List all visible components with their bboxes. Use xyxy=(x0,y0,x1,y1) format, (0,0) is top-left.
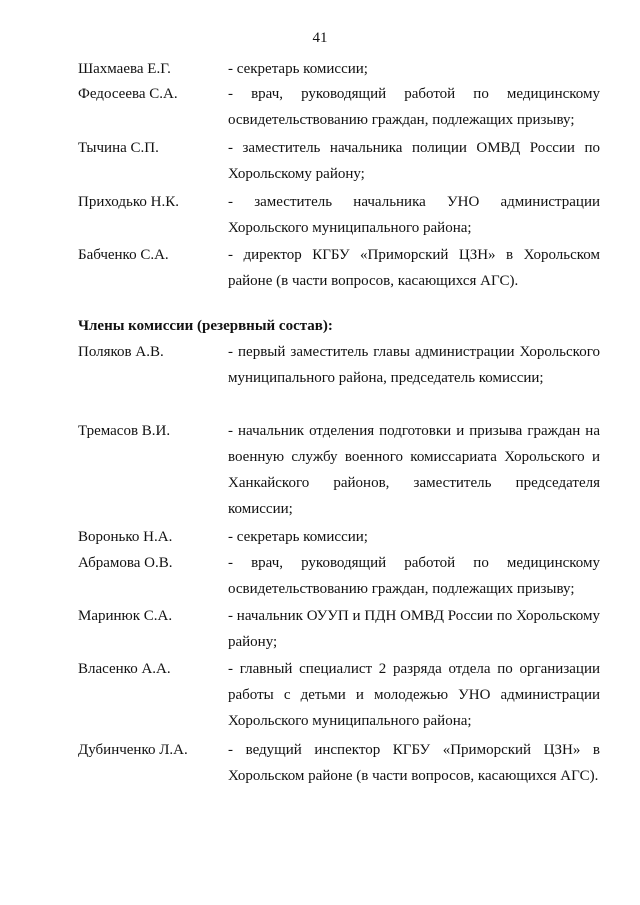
member-name: Дубинченко Л.А. xyxy=(78,742,188,758)
member-role: - врач, руководящий работой по медицинскому освидетельствованию граждан, подлежащих призыву; xyxy=(228,86,600,128)
commission-main-list xyxy=(78,56,600,296)
member-entry xyxy=(78,135,600,189)
member-name: Шахмаева Е.Г. xyxy=(78,61,171,77)
member-entry xyxy=(78,550,600,603)
member-name: Абрамова О.В. xyxy=(78,555,173,571)
member-entry xyxy=(78,81,600,135)
member-entry xyxy=(78,656,600,737)
member-entry xyxy=(78,524,600,550)
member-name: Поляков А.В. xyxy=(78,344,164,360)
member-role: - главный специалист 2 разряда отдела по организации работы с детьми и молодежью УНО администрации Хорольского муниципального района; xyxy=(228,661,600,729)
member-entry xyxy=(78,339,600,418)
member-role: - первый заместитель главы администрации Хорольского муниципального района, председатель комиссии; xyxy=(228,344,600,386)
member-name: Приходько Н.К. xyxy=(78,194,179,210)
member-role: - начальник отделения подготовки и призыва граждан на военную службу военного комиссариата Хорольского и Ханкайского районов, заместитель председателя комиссии; xyxy=(228,423,600,517)
member-role: - начальник ОУУП и ПДН ОМВД России по Хорольскому району; xyxy=(228,608,600,650)
member-role: - заместитель начальника УНО администрации Хорольского муниципального района; xyxy=(228,194,600,236)
member-entry xyxy=(78,418,600,524)
section-heading-reserve: Члены комиссии (резервный состав): xyxy=(78,318,333,334)
member-name: Бабченко С.А. xyxy=(78,247,169,263)
commission-reserve-list xyxy=(78,339,600,817)
member-name: Маринюк С.А. xyxy=(78,608,173,624)
member-role: - врач, руководящий работой по медицинскому освидетельствованию граждан, подлежащих призыву; xyxy=(228,555,600,597)
member-entry xyxy=(78,242,600,296)
member-name: Тычина С.П. xyxy=(78,140,159,156)
page-number: 41 xyxy=(312,30,328,46)
member-entry xyxy=(78,603,600,656)
member-entry xyxy=(78,56,600,81)
member-role: - ведущий инспектор КГБУ «Приморский ЦЗН» в Хорольском районе (в части вопросов, касающихся АГС). xyxy=(228,742,600,784)
member-name: Власенко А.А. xyxy=(78,661,171,677)
member-name: Воронько Н.А. xyxy=(78,529,173,545)
member-role: - секретарь комиссии; xyxy=(228,61,368,77)
member-role: - директор КГБУ «Приморский ЦЗН» в Хорольском районе (в части вопросов, касающихся АГС). xyxy=(228,247,600,289)
member-entry xyxy=(78,189,600,242)
member-entry xyxy=(78,737,600,817)
member-name: Федосеева С.А. xyxy=(78,86,178,102)
member-name: Тремасов В.И. xyxy=(78,423,171,439)
member-role: - заместитель начальника полиции ОМВД России по Хорольскому району; xyxy=(228,140,600,182)
member-role: - секретарь комиссии; xyxy=(228,529,368,545)
